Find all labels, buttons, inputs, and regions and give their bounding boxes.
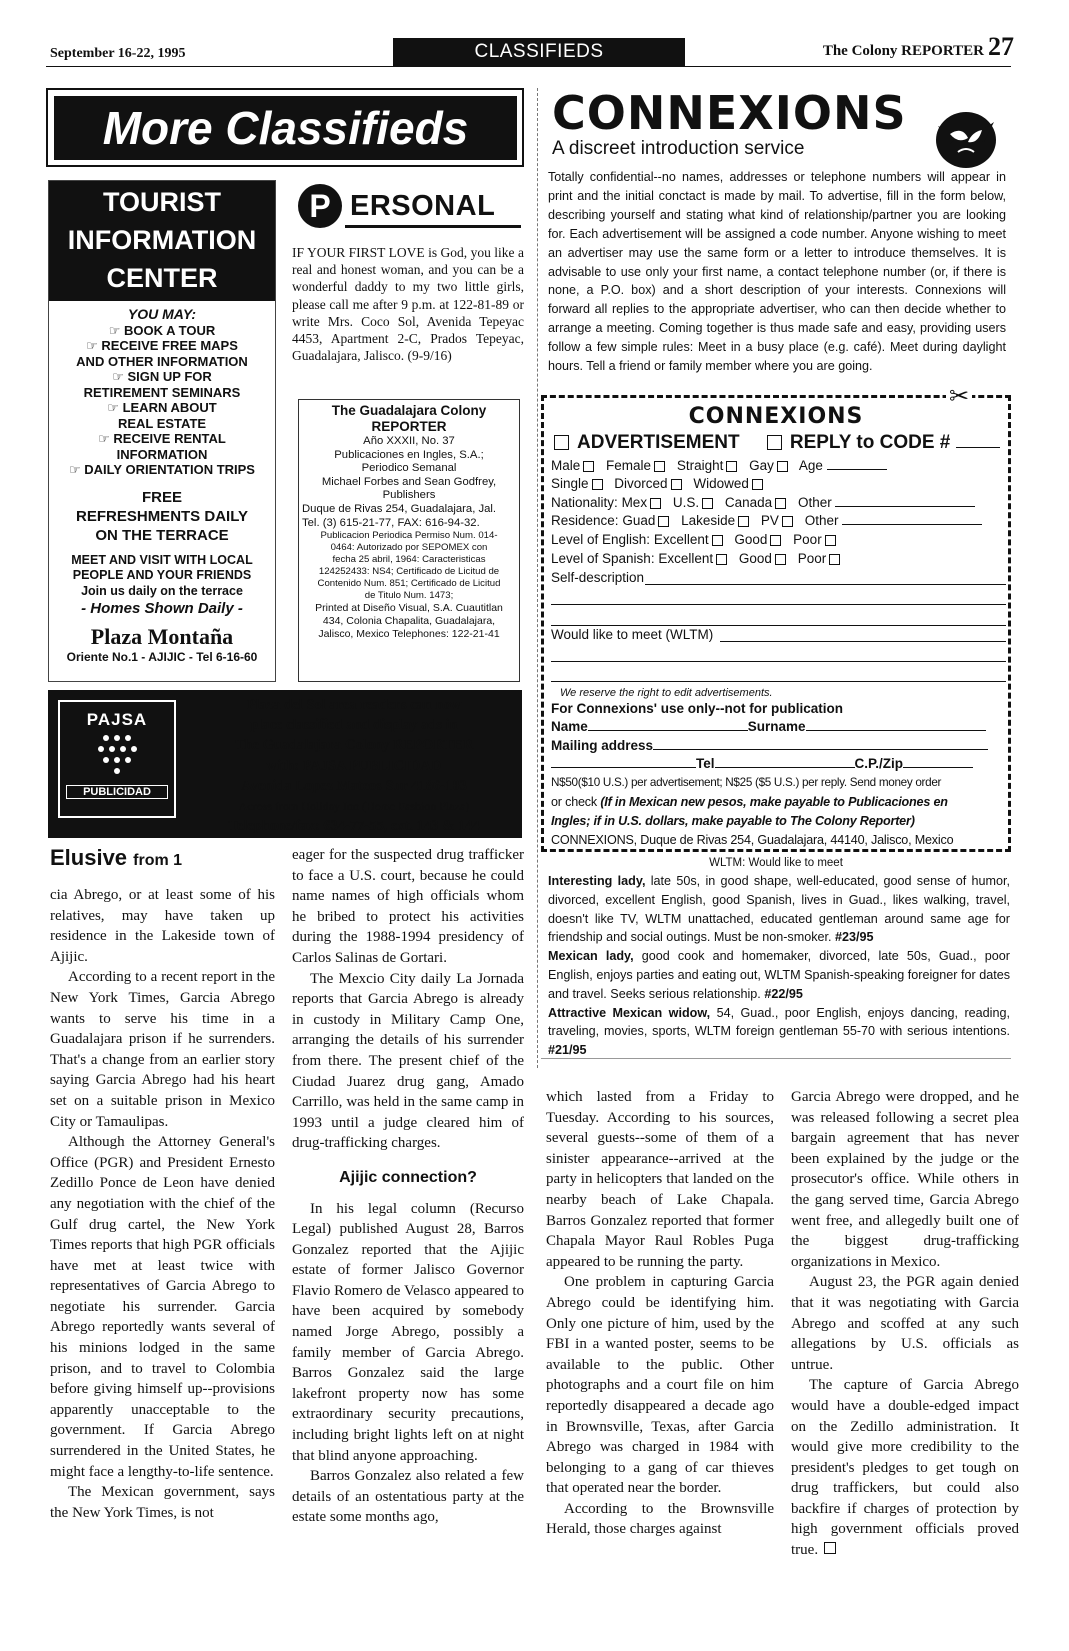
edit-note: We reserve the right to edit advertisements. [560, 687, 773, 699]
pajsa-dots-icon [92, 732, 142, 778]
tourist-item: ☞ RECEIVE FREE MAPS [86, 338, 238, 353]
tourist-item: ☞ BOOK A TOUR [108, 322, 216, 338]
free-refreshments: FREE REFRESHMENTS DAILY ON THE TERRACE [76, 488, 248, 544]
pajsa-text: Plaza del Sol area readers can now place classified and display ads in The Guadalajara Colony REPORTER with: PAJSA PUBLICIDAD Avenida Lopez Mateos Sur 4186-103 Across from Holiday Inn (Home Fashion Plaza) Telephone/fax: 634-77-55, ext. 143 & 144 [228, 697, 480, 835]
form-row-spanish: Level of Spanish: Excellent Good Poor [551, 550, 1006, 568]
code-field[interactable] [956, 435, 1000, 448]
checkbox[interactable] [775, 554, 786, 565]
wltm-label: Would like to meet (WLTM) [551, 627, 714, 642]
self-description-field[interactable] [551, 604, 1006, 605]
tourist-info-ad: TOURIST INFORMATION CENTER YOU MAY: ☞ BOOK A TOUR ☞ RECEIVE FREE MAPS AND OTHER INFORMATION ☞ SIGN UP FOR RETIREMENT SEMINARS ☞ LEARN ABOUT REAL ESTATE ☞ RECEIVE RENTAL INFORMATION ☞ DAILY ORIENTATION TRIPS FREE REFRESHMENTS DAILY ON THE TERRACE MEET AND VISIT WITH LOCAL PEOPLE AND YOUR FRIENDS Join us daily on the terrace - Homes Shown Daily - Plaza Montaña Oriente No.1 - AJIJIC - Tel 6-16-60 [48, 180, 276, 682]
pajsa-logo: PAJSA PUBLICIDAD [58, 700, 176, 818]
issue-date: September 16-22, 1995 [50, 46, 186, 61]
tourist-item: RETIREMENT SEMINARS [83, 384, 241, 400]
page-number: 27 [988, 32, 1014, 61]
header-rule [46, 66, 1011, 67]
story-subhead: Ajijic connection? [339, 1168, 477, 1186]
checkbox[interactable] [726, 461, 737, 472]
check-note-2: Ingles; if in U.S. dollars, make payable to The Colony Reporter) [551, 814, 915, 828]
self-description-label: Self-description [551, 570, 645, 585]
checkbox[interactable] [671, 479, 682, 490]
tourist-item: REAL ESTATE [117, 415, 207, 431]
form-row-english: Level of English: Excellent Good Poor [551, 531, 1006, 549]
form-row-residence: Residence: Guad Lakeside PV Other [551, 512, 1006, 530]
wltm-field[interactable] [551, 681, 1006, 682]
checkbox[interactable] [716, 554, 727, 565]
checkbox[interactable] [775, 498, 786, 509]
form-address: CONNEXIONS, Duque de Rivas 254, Guadalajara, 44140, Jalisco, Mexico [551, 833, 954, 847]
name-row: Name Surname [551, 718, 1006, 736]
story-column-3: which lasted from a Friday to Tuesday. According to his sources, several guests--some of them of a sinister appearance--arrived at the party in helicopters that landed on the nearby beach of Lake Chapala. Barros Gonzalez reported that former Chapala Mayor Raul Robles Puga appeared to be running the party. One problem in capturing Garcia Abrego could be identifying him. Only one picture of him, used by the FBI in a wanted poster, seems to be available to the public. Other photographs and a court file on him reportedly disappeared a decade ago in Brownsville, Texas, after Garcia Abrego was charged in 1984 with belonging to a gang of car thieves that operated near the border. According to the Brownsville Herald, those charges against [546, 1089, 774, 1538]
mailing-field-2[interactable] [551, 755, 696, 768]
form-row-nationality: Nationality: Mex U.S. Canada Other [551, 494, 1006, 512]
checkbox[interactable] [767, 435, 782, 450]
story-column-1: cia Abrego, or at least some of his relatives, may have taken up residence in the Lakeside town of Ajijic. According to a recent report in the New York Times, Garcia Abrego wants to serve his time in a Guadalajara prison if he surrenders. That's a change from an earlier story saying Garcia Abrego had his heart set on a suitable prison in Mexico City or Tamaulipas. Although the Attorney General's Office (PGR) and President Ernesto Zedillo Ponce de Leon have denied any negotiation with the chief of the Gulf drug cartel, the New York Times reports that high PGR officials have met at least twice with representatives of Garcia Abrego to negotiate his surrender. Garcia Abrego reportedly wants several of his minions lodged in the same prison, and to travel to Colombia before giving himself up--provisions apparently unacceptable to the government. If Garcia Abrego surrendered in the United States, he might face a lengthy-to-life sentence. The Mexican government, says the New York Times, is not [50, 887, 275, 1521]
masthead-box: The Guadalajara Colony REPORTER Año XXXII, No. 37 Publicaciones en Ingles, S.A.; Periodico Semanal Michael Forbes and Sean Godfrey, Publishers Duque de Rivas 254, Guadalajara, Jal. Tel. (3) 615-21-77, FAX: 616-94-32. Publicacion Periodica Permiso Num. 014- 0464: Autorizado por SEPOMEX con fecha 25 abril, 1964: Caracteristicas 124252433: NS4; Certificado de Licitud de Contenido Num. 851; Certificado de Licitud de Titulo Num. 1473; Printed at Diseño Visual, S.A. Cuautitlan 434, Colonia Chapalita, Guadalajara, Jalisco, Mexico Telephones: 122-21-41 [298, 399, 520, 682]
personal-ad-text: IF YOUR FIRST LOVE is God, you like a real and honest woman, and you can be a wonderful daddy to my two little girls, please call me after 9 p.m. at 122-81-89 or write Mrs. Coco Sol, Avenida Tepeyac 4453, Apartment 2-C, Prados Tepeyac, Guadalajara, Jalisco. (9-9/16) [292, 245, 524, 364]
form-title: CONNEXIONS [688, 404, 864, 429]
checkbox[interactable] [654, 461, 665, 472]
tourist-item: ☞ LEARN ABOUT [107, 400, 217, 415]
form-row-gender: Male Female Straight Gay Age [551, 457, 1006, 475]
checkbox[interactable] [782, 516, 793, 527]
mailing-field[interactable] [653, 737, 988, 750]
checkbox[interactable] [825, 535, 836, 546]
residence-other-field[interactable] [842, 512, 982, 525]
wltm-field[interactable] [551, 661, 1006, 662]
tourist-item: ☞ RECEIVE RENTAL [98, 431, 226, 446]
name-field[interactable] [588, 718, 748, 731]
paper-name: The Colony REPORTER 27 [822, 32, 1014, 61]
surname-field[interactable] [806, 718, 986, 731]
personal-rule [345, 225, 521, 228]
use-only-note: For Connexions' use only--not for publication [551, 701, 843, 716]
checkbox[interactable] [829, 554, 840, 565]
masthead-title: The Guadalajara Colony [331, 403, 487, 418]
checkbox[interactable] [583, 461, 594, 472]
end-mark-icon [824, 1542, 836, 1554]
personal-heading: ERSONAL [350, 190, 496, 222]
tourist-item: ☞ SIGN UP FOR [112, 369, 212, 384]
tourist-item: INFORMATION [116, 446, 208, 462]
homes-shown: - Homes Shown Daily - [81, 600, 243, 617]
checkbox[interactable] [650, 498, 661, 509]
tourist-address: Oriente No.1 - AJIJIC - Tel 6-16-60 [66, 650, 258, 664]
wltm-ads [548, 872, 1010, 1060]
checkbox[interactable] [712, 535, 723, 546]
you-may: YOU MAY: [127, 306, 197, 322]
wltm-heading: WLTM: Would like to meet [709, 857, 843, 869]
self-description-field[interactable] [645, 584, 1006, 585]
story-headline: Elusive from 1 [50, 845, 183, 870]
connexions-title: CONNEXIONS [552, 86, 907, 140]
tel-field[interactable] [715, 755, 855, 768]
connexions-intro: Totally confidential--no names, addresses or telephone numbers will appear in print and the initial conctact is made by mail. To advertise, fill in the form below, describing yourself and stating what kind of relationship/partner you are looking for. Each advertisement will be assigned a code number. Anyone wishing to meet an advertiser may use the same form or a letter to introduce themselves. It is advisable to use only your first name, a contact telephone number (or, if there is none, a P.O. box) and a short description of your interests. Connexions will forward all replies to the appropriate advertiser, who can then decide whether to arrange a meeting. Coming together is thus made safe and easy, providing users follow a few simple rules: Meet in a busy place (e.g. café). Meet during daylight hours. Tell a friend or family member where you are going. [548, 170, 1006, 374]
price-note: N$50($10 U.S.) per advertisement; N$25 ($5 U.S.) per reply. Send money order [551, 776, 942, 789]
more-classifieds-banner: More Classifieds [54, 96, 517, 160]
checkbox[interactable] [658, 516, 669, 527]
tourist-item: AND OTHER INFORMATION [76, 353, 248, 369]
scissors-icon: ✂ [946, 382, 972, 411]
wltm-ad: Attractive Mexican widow, 54, Guad., poor English, enjoys dancing, reading, traveling, movies, sports, WLTM foreign gentleman 55-70 with serious intentions. #21/95 [548, 1005, 1010, 1058]
story-column-4: Garcia Abrego were dropped, and he was released following a secret plea bargain agreement that has never been explained by the judge or the prosecutor's office. While others in the gang served time, Garcia Abrego went free, and allegedly built one of the biggest drug-trafficking organizations in Mexico. August 23, the PGR again denied that it was negotiating with Garcia Abrego and scoffed at any such allegations by U.S. officials as untrue. The capture of Garcia Abrego would have a double-edged impact on the Zedillo administration. It would give more credibility to the president's pledges to get tough on drug traffickers, but could also backfire if charges of protection by high government officials proved true. [791, 1089, 1019, 1559]
age-field[interactable] [827, 457, 887, 470]
wltm-ad: Interesting lady, late 50s, in good shape, well-educated, good sense of humor, divorced, excellent English, good Spanish, lives in Guad., likes walking, travel, doesn't like TV, WLTM unattached, educated gentleman around same age for friendship and social outings. Must be non-smoker. #23/95 [548, 874, 1011, 945]
section-title: CLASSIFIEDS [393, 38, 685, 66]
checkbox[interactable] [738, 516, 749, 527]
checkbox[interactable] [777, 461, 788, 472]
form-type-row: ADVERTISEMENT REPLY to CODE # [551, 432, 1000, 454]
checkbox[interactable] [752, 479, 763, 490]
checkbox[interactable] [702, 498, 713, 509]
doves-emblem-icon [928, 108, 1004, 170]
tel-row: Tel C.P./Zip [551, 755, 1006, 773]
column-divider [537, 88, 539, 1068]
nationality-other-field[interactable] [835, 494, 975, 507]
zip-field[interactable] [903, 755, 973, 768]
form-row-status: Single Divorced Widowed [551, 475, 1006, 493]
plaza-montana: Plaza Montaña [90, 624, 234, 649]
checkbox[interactable] [770, 535, 781, 546]
mailing-row: Mailing address [551, 737, 1006, 755]
wltm-ad: Mexican lady, good cook and homemaker, divorced, late 50s, Guad., poor English, enjoys parties and eating out, WLTM Spanish-speaking foreigner for dates and travel. Seeks serious relationship. #22/95 [548, 949, 1010, 1001]
personal-badge: P [298, 184, 342, 228]
connexions-bottom-rule [541, 1058, 1011, 1059]
checkbox[interactable] [554, 435, 569, 450]
story-column-2: eager for the suspected drug trafficker to face a U.S. court, because he could name names of high officials whom he bribed to protect his activities during the 1988-1994 presidency of Carlos Salinas de Gortari. The Mexcio City daily La Jornada reports that Garcia Abrego is already in custody in Military Camp One, arranging the details of his surrender from there. The present chief of the Ciudad Juarez drug gang, Amado Carrillo, was held in the same camp in 1993 until a judge cleared him of drug-trafficking charges. Ajijic connection? In his legal column (Recurso Legal) published August 28, Barros Gonzalez reported that the Ajijic estate of former Jalisco Governor Flavio Romero de Velasco appeared to have been acquired by somebody named Jorge Abrego, possibly a family member of Garcia Abrego. Barros Gonzalez said the large lakefront property now has some extraordinary security precautions, including bright lights left on at night that blind anyone approaching. Barros Gonzalez also related a few details of an ostentatious party at the estate some months ago, [292, 847, 524, 1526]
connexions-subtitle: A discreet introduction service [552, 138, 805, 159]
wltm-field[interactable] [720, 641, 1006, 642]
checkbox[interactable] [592, 479, 603, 490]
check-note-1: or check (If in Mexican new pesos, make payable to Publicaciones en [551, 795, 948, 809]
tourist-item: ☞ DAILY ORIENTATION TRIPS [69, 462, 255, 477]
tourist-info-title: TOURIST INFORMATION CENTER [49, 181, 275, 301]
